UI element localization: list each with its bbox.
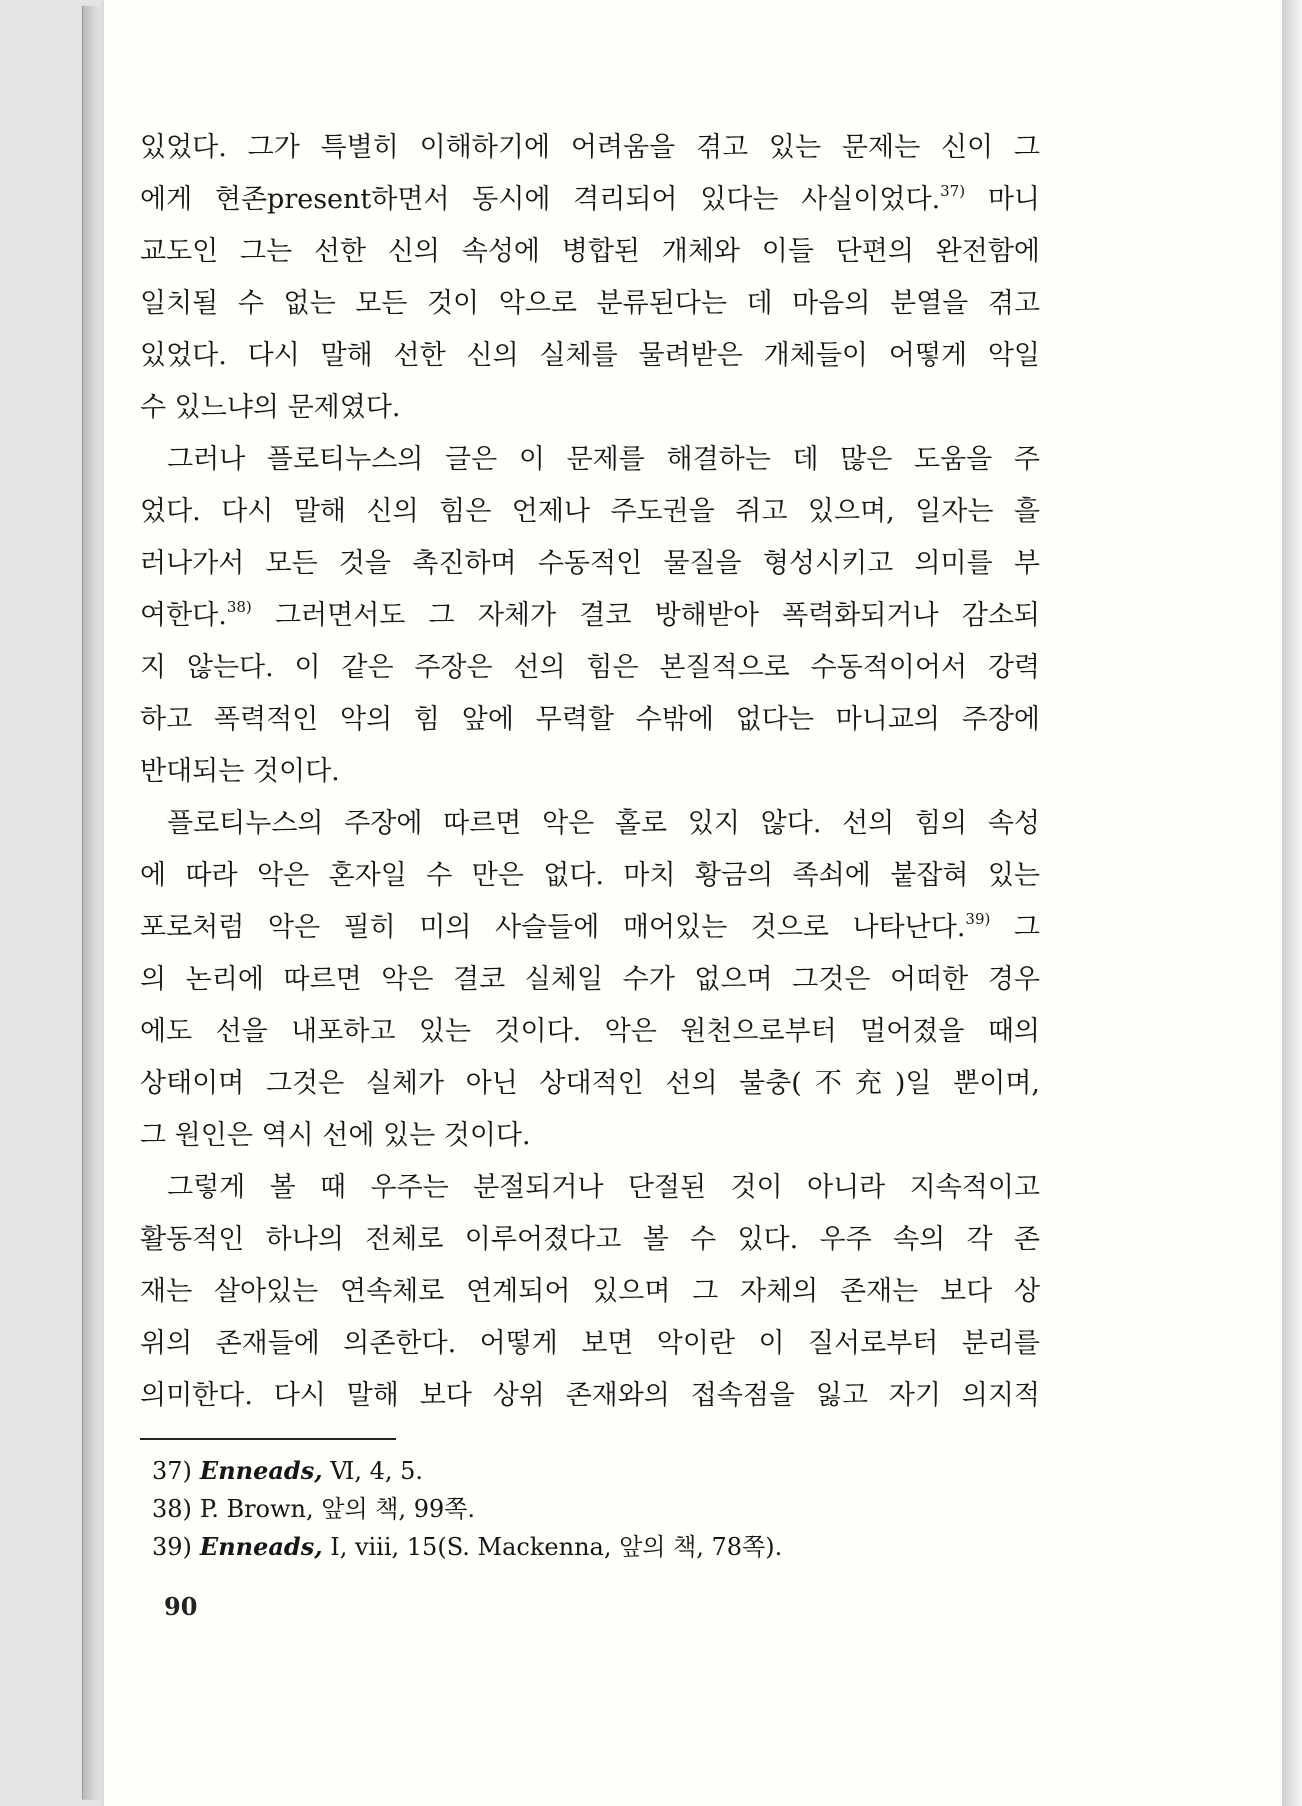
body-line-text: 있었다. 그가 특별히 이해하기에 어려움을 겪고 있는 문제는 신이 그 [140,132,1040,163]
body-line [140,642,1040,694]
body-line [140,1162,1040,1214]
footnote-reference: 38) [226,598,252,616]
body-line [140,174,1040,226]
body-line [140,1214,1040,1266]
footnote-work-title: Enneads, [199,1456,323,1485]
footnote-separator [140,1438,396,1440]
footnote-39 [152,1528,1052,1566]
body-line-text: 에도 선을 내포하고 있는 것이다. 악은 원천으로부터 멀어졌을 때의 [140,1016,1040,1047]
body-line-text: 활동적인 하나의 전체로 이루어졌다고 볼 수 있다. 우주 속의 각 존 [140,1224,1040,1255]
footnote-37 [152,1452,1052,1490]
body-line [140,1266,1040,1318]
body-line [140,486,1040,538]
body-line-text: 의미한다. 다시 말해 보다 상위 존재와의 접속점을 잃고 자기 의지적 [140,1380,1040,1411]
body-line [140,1318,1040,1370]
body-line [140,1370,1040,1422]
body-line-text: 그러나 플로티누스의 글은 이 문제를 해결하는 데 많은 도움을 주 [167,444,1040,475]
body-text [140,122,1040,1422]
body-line [140,434,1040,486]
body-line [140,382,1040,434]
footnote-number: 39) [152,1533,192,1561]
body-line-text: 그 원인은 역시 선에 있는 것이다. [140,1120,531,1151]
body-line-text: 재는 살아있는 연속체로 연계되어 있으며 그 자체의 존재는 보다 상 [140,1276,1040,1307]
body-line-text: 교도인 그는 선한 신의 속성에 병합된 개체와 이들 단편의 완전함에 [140,236,1040,267]
footnote-reference: 39) [965,910,991,928]
body-line-text: 일치될 수 없는 모든 것이 악으로 분류된다는 데 마음의 분열을 겪고 [140,288,1040,319]
footnote-text: P. Brown, 앞의 책, 99쪽. [199,1495,476,1523]
footnote-number: 37) [152,1457,192,1485]
body-line [140,1006,1040,1058]
body-line [140,798,1040,850]
body-line [140,278,1040,330]
body-line-text: 의 논리에 따르면 악은 결코 실체일 수가 없으며 그것은 어떠한 경우 [140,964,1040,995]
body-line-text-continued: 마니 [965,184,1040,215]
body-line-text-continued: 그 [990,912,1040,943]
body-line-text: 에게 현존present하면서 동시에 격리되어 있다는 사실이었다. [140,184,941,215]
body-line [140,538,1040,590]
footnote-text: Ⅵ, 4, 5. [322,1457,424,1485]
footnote-text: Ⅰ, viii, 15(S. Mackenna, 앞의 책, 78쪽). [322,1533,783,1561]
body-line-text: 위의 존재들에 의존한다. 어떻게 보면 악이란 이 질서로부터 분리를 [140,1328,1040,1359]
body-line [140,1058,1040,1110]
body-line-text: 하고 폭력적인 악의 힘 앞에 무력할 수밖에 없다는 마니교의 주장에 [140,704,1040,735]
body-line [140,746,1040,798]
footnote-reference: 37) [940,182,966,200]
body-line [140,590,1040,642]
body-line-text: 에 따라 악은 혼자일 수 만은 없다. 마치 황금의 족쇠에 붙잡혀 있는 [140,860,1040,891]
page-shadow [1282,0,1302,1806]
body-line [140,902,1040,954]
body-line-text: 었다. 다시 말해 신의 힘은 언제나 주도권을 쥐고 있으며, 일자는 흘 [140,496,1040,527]
footnote-work-title: Enneads, [199,1532,323,1561]
body-line [140,850,1040,902]
body-line-text: 수 있느냐의 문제였다. [140,392,401,423]
body-line [140,122,1040,174]
body-line [140,954,1040,1006]
body-line-text: 반대되는 것이다. [140,756,340,787]
footnote-number: 38) [152,1495,192,1523]
body-line [140,330,1040,382]
body-line [140,1110,1040,1162]
body-line-text: 러나가서 모든 것을 촉진하며 수동적인 물질을 형성시키고 의미를 부 [140,548,1040,579]
body-line-text: 그렇게 볼 때 우주는 분절되거나 단절된 것이 아니라 지속적이고 [167,1172,1040,1203]
body-line-text: 지 않는다. 이 같은 주장은 선의 힘은 본질적으로 수동적이어서 강력 [140,652,1040,683]
page-number: 90 [164,1592,198,1621]
body-line-text: 있었다. 다시 말해 선한 신의 실체를 물려받은 개체들이 어떻게 악일 [140,340,1040,371]
footnotes [152,1452,1052,1566]
body-line-text: 포로처럼 악은 필히 미의 사슬들에 매어있는 것으로 나타난다. [140,912,966,943]
body-line-text: 플로티누스의 주장에 따르면 악은 홀로 있지 않다. 선의 힘의 속성 [167,808,1040,839]
body-line-text-continued: 그러면서도 그 자체가 결코 방해받아 폭력화되거나 감소되 [251,600,1040,631]
footnote-38 [152,1490,1052,1528]
body-line [140,694,1040,746]
body-line-text: 상태이며 그것은 실체가 아닌 상대적인 선의 불충(不充)일 뿐이며, [140,1068,1040,1099]
body-line [140,226,1040,278]
body-line-text: 여한다. [140,600,227,631]
